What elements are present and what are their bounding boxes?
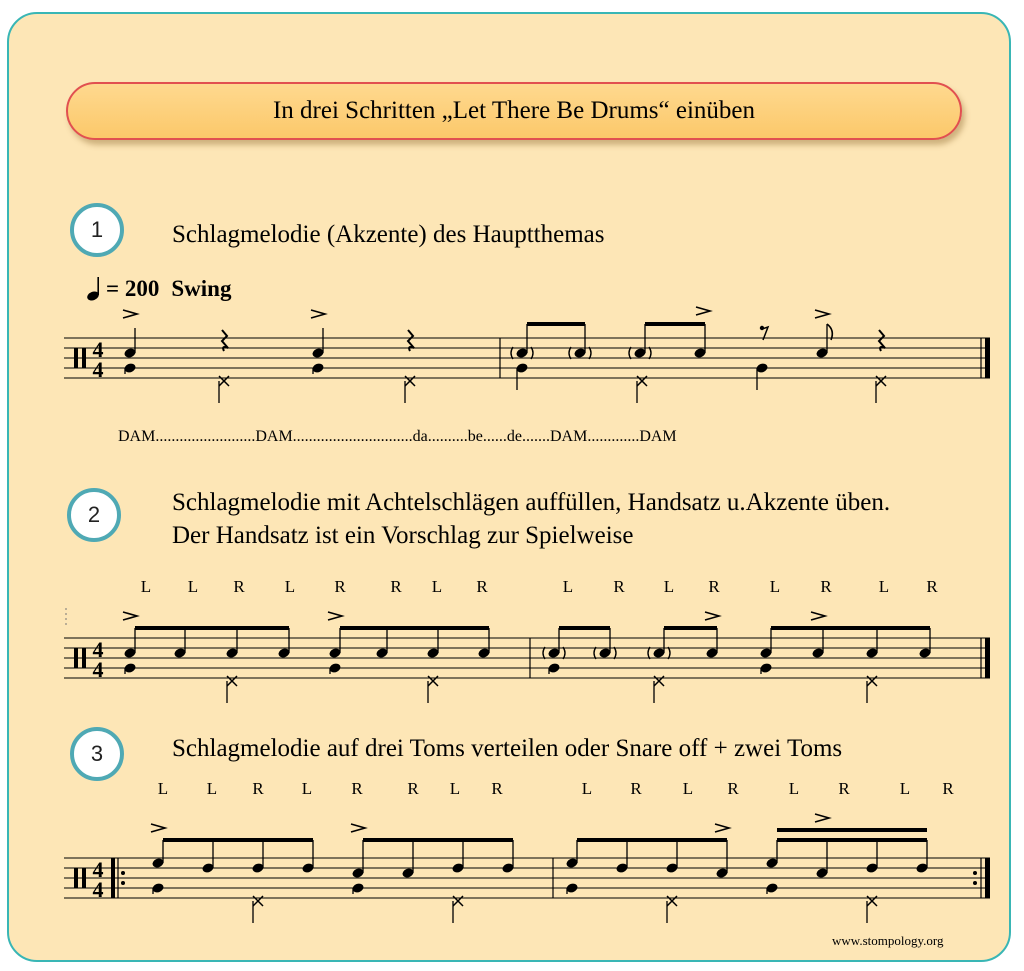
sticking-letter: R: [613, 577, 625, 596]
sticking-letter: R: [838, 779, 850, 798]
accent-mark: [696, 307, 710, 315]
sticking-letter: R: [820, 577, 832, 596]
sticking-letter: R: [727, 779, 739, 798]
accent-mark: [351, 824, 365, 832]
accent-mark: [715, 824, 729, 832]
sticking-letter: R: [233, 577, 245, 596]
tempo-bpm: = 200: [106, 276, 160, 301]
time-signature-top: 4: [92, 857, 104, 882]
quarter-rest: [222, 330, 228, 351]
accent-mark: [815, 310, 829, 318]
staff-2: [64, 608, 990, 703]
sticking-letter: R: [351, 779, 363, 798]
step-1-heading: Schlagmelodie (Akzente) des Hauptthemas: [172, 221, 605, 248]
final-barline-thick: [985, 858, 990, 898]
percussion-clef: [74, 648, 78, 668]
sticking-letter: L: [431, 577, 443, 596]
sticking-letter: L: [663, 577, 675, 596]
beam: [135, 626, 289, 630]
percussion-clef: [82, 348, 86, 368]
ghost-paren: [589, 347, 591, 359]
sticking-letter: L: [682, 779, 694, 798]
sticking-letter: L: [899, 779, 911, 798]
ghost-paren: [668, 647, 670, 659]
step-2-badge: 2: [67, 488, 121, 542]
sticking-letter: L: [157, 779, 169, 798]
staff-1: [64, 307, 990, 403]
sticking-letter: R: [252, 779, 264, 798]
sticking-letter: L: [562, 577, 574, 596]
title-text: In drei Schritten „Let There Be Drums“ einüben: [272, 97, 755, 124]
accent-mark: [151, 824, 165, 832]
beam: [163, 838, 313, 842]
beam: [777, 838, 927, 842]
staff-3: [64, 814, 990, 923]
accent-mark: [328, 612, 342, 620]
ghost-paren: [594, 647, 596, 659]
final-barline-thick: [985, 338, 990, 378]
beam: [527, 322, 585, 326]
ghost-paren: [629, 347, 631, 359]
accent-mark: [311, 310, 325, 318]
beam: [645, 322, 705, 326]
beam: [559, 626, 610, 630]
accent-mark: [123, 310, 137, 318]
repeat-dot: [973, 881, 977, 885]
ghost-paren: [569, 347, 571, 359]
ghost-paren: [511, 347, 513, 359]
step-3-heading: Schlagmelodie auf drei Toms verteilen oder Snare off + zwei Toms: [172, 735, 843, 762]
sticking-letter: L: [788, 779, 800, 798]
percussion-clef: [82, 868, 86, 888]
sticking-letter: R: [491, 779, 503, 798]
time-signature-bottom: 4: [92, 877, 104, 902]
sticking-letter: R: [708, 577, 720, 596]
sticking-letter: R: [942, 779, 954, 798]
beam: [664, 626, 717, 630]
accent-mark: [705, 612, 719, 620]
sticking-letter: R: [476, 577, 488, 596]
sticking-letter: R: [334, 577, 346, 596]
step-2-heading: Schlagmelodie mit Achtelschlägen auffüllen, Handsatz u.Akzente üben. Der Handsatz ist ein Vorschlag zur Spielweise: [172, 489, 891, 549]
sticking-letter: L: [140, 577, 152, 596]
sticking-letter: L: [301, 779, 313, 798]
final-barline-thick: [985, 638, 990, 678]
sticking-letter: L: [769, 577, 781, 596]
ghost-paren: [531, 347, 533, 359]
percussion-clef: [82, 648, 86, 668]
beam: [363, 838, 513, 842]
sticking-letter: R: [407, 779, 419, 798]
sticking-letter: R: [390, 577, 402, 596]
repeat-start: [111, 858, 115, 898]
beam: [340, 626, 489, 630]
step-1-badge: 1: [70, 203, 124, 257]
ghost-paren: [649, 347, 651, 359]
time-signature-bottom: 4: [92, 657, 104, 682]
ghost-paren: [543, 647, 545, 659]
ghost-paren: [648, 647, 650, 659]
ghost-paren: [614, 647, 616, 659]
time-signature-top: 4: [92, 337, 104, 362]
ghost-paren: [563, 647, 565, 659]
beam: [577, 838, 727, 842]
sticking-letter: R: [926, 577, 938, 596]
credit-text: www.stompology.org: [832, 933, 944, 948]
rhythm-syllables: DAM.........................DAM..............................da..........be......de.......DAM.............DAM: [118, 428, 677, 445]
sticking-letter: R: [630, 779, 642, 798]
beam: [777, 828, 927, 832]
time-signature-bottom: 4: [92, 357, 104, 382]
repeat-dot: [121, 881, 125, 885]
repeat-dot: [121, 871, 125, 875]
time-signature-top: 4: [92, 637, 104, 662]
sticking-letter: L: [581, 779, 593, 798]
quarter-rest: [879, 330, 885, 351]
tempo-style: Swing: [171, 276, 232, 301]
quarter-rest: [408, 330, 414, 351]
accent-mark: [811, 612, 825, 620]
accent-mark: [815, 814, 829, 822]
beam: [771, 626, 930, 630]
sticking-letter: L: [206, 779, 218, 798]
sticking-letter: L: [878, 577, 890, 596]
accent-mark: [123, 612, 137, 620]
percussion-clef: [74, 868, 78, 888]
percussion-clef: [74, 348, 78, 368]
repeat-dot: [973, 871, 977, 875]
sticking-letter: L: [284, 577, 296, 596]
step-3-badge: 3: [70, 727, 124, 781]
sticking-letter: L: [449, 779, 461, 798]
sticking-letter: L: [187, 577, 199, 596]
